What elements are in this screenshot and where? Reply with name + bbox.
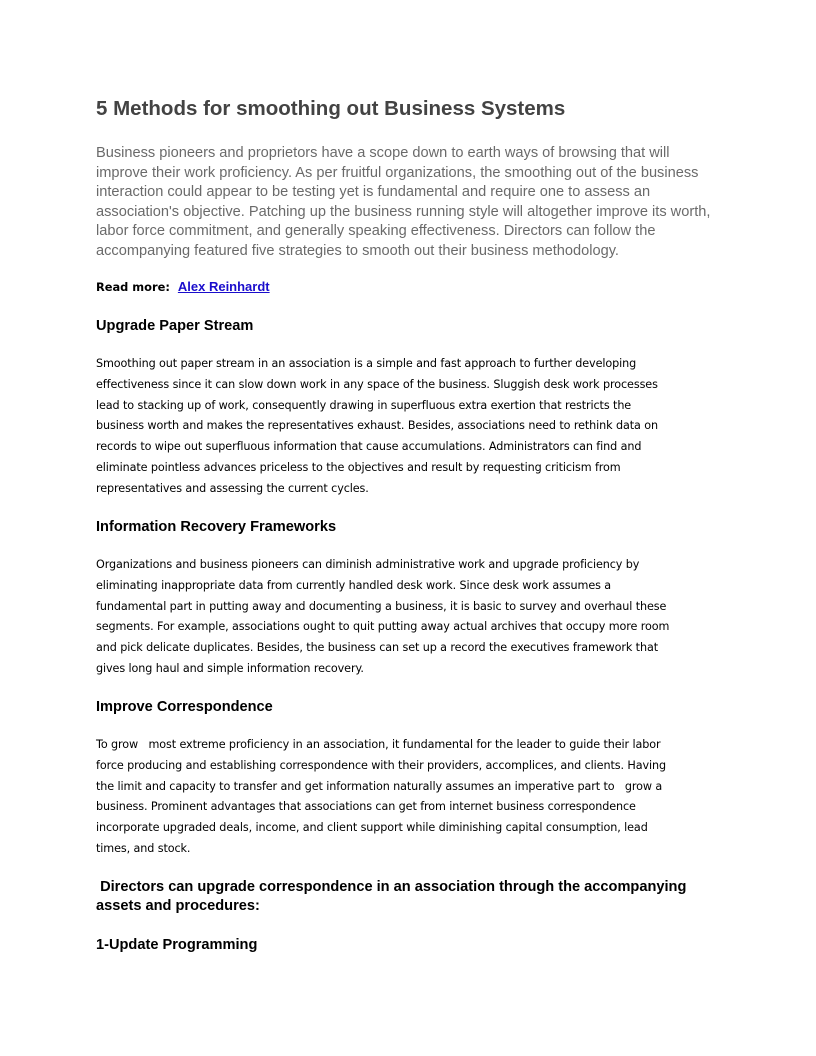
list-heading: 1-Update Programming: [96, 937, 258, 953]
paragraph-line: To grow most extreme proficiency in an association, it fundamental for the leader to guide their labor: [96, 738, 661, 751]
paragraph-line: force producing and establishing correspondence with their providers, accomplices, and clients. Having: [96, 758, 666, 772]
paragraph-line: eliminating inappropriate data from currently handled desk work. Since desk work assumes a: [96, 578, 612, 592]
paragraph-line: Organizations and business pioneers can diminish administrative work and upgrade proficiency by: [96, 558, 640, 571]
read-more-line: [96, 279, 270, 295]
read-more-link[interactable]: Alex Reinhardt: [177, 279, 270, 294]
paragraph-line: segments. For example, associations ought to quit putting away actual archives that occupy more room: [96, 620, 670, 634]
paragraph-line: Smoothing out paper stream in an association is a simple and fast approach to further developing: [96, 357, 637, 370]
section-heading: Information Recovery Frameworks: [96, 519, 337, 535]
intro-paragraph: Business pioneers and proprietors have a scope down to earth ways of browsing that will improve their work proficiency. As per fruitful organizations, the smoothing out of the business interaction could appear to be testing yet is fundamental and require one to assess an association's objective. Patching up the business running style will altogether improve its worth, labor force commitment, and generally speaking effectiveness. Directors can follow the accompanying featured five strategies to smooth out their business methodology.: [96, 145, 711, 259]
section-heading: Improve Correspondence: [96, 699, 273, 715]
section-paragraph: [96, 354, 720, 500]
paragraph-line: and pick delicate duplicates. Besides, the business can set up a record the executives framework that: [96, 641, 658, 655]
paragraph-line: the limit and capacity to transfer and get information naturally assumes an imperative part to grow a: [96, 779, 663, 793]
paragraph-line: records to wipe out superfluous information that cause accumulations. Administrators can find and: [96, 440, 642, 454]
section-heading: Upgrade Paper Stream: [96, 318, 254, 334]
paragraph-line: eliminate pointless advances priceless to the objectives and result by requesting criticism from: [96, 460, 621, 474]
paragraph-line: business worth and makes the representatives exhaust. Besides, associations need to rethink data on: [96, 419, 658, 433]
subheading: Directors can upgrade correspondence in an association through the accompanying assets and procedures:: [96, 879, 691, 914]
page-title: 5 Methods for smoothing out Business Systems: [96, 97, 566, 120]
paragraph-line: effectiveness since it can slow down work in any space of the business. Sluggish desk work processes: [96, 377, 658, 391]
paragraph-line: representatives and assessing the current cycles.: [96, 481, 369, 495]
paragraph-line: gives long haul and simple information recovery.: [96, 661, 364, 675]
paragraph-line: business. Prominent advantages that associations can get from internet business correspondence: [96, 800, 636, 814]
paragraph-line: times, and stock.: [96, 841, 191, 855]
paragraph-line: fundamental part in putting away and documenting a business, it is basic to survey and overhaul these: [96, 599, 667, 613]
paragraph-line: lead to stacking up of work, consequently drawing in superfluous extra exertion that restricts the: [96, 398, 632, 412]
read-more-label: Read more:: [96, 280, 170, 294]
section-paragraph: [96, 555, 720, 680]
section-paragraph: [96, 735, 720, 860]
paragraph-line: incorporate upgraded deals, income, and client support while diminishing capital consumption, lead: [96, 821, 648, 835]
